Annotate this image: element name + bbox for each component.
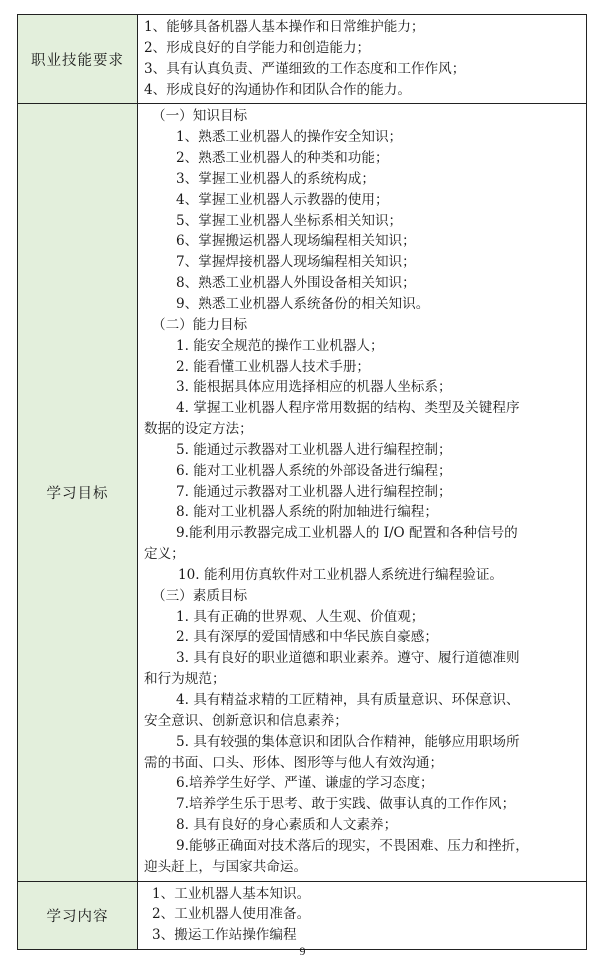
list-item: 6. 能对工业机器人系统的外部设备进行编程； xyxy=(176,462,452,479)
list-item: 5、掌握工业机器人坐标系相关知识； xyxy=(176,212,403,229)
list-item: 9.能够正确面对技术落后的现实，不畏困难、压力和挫折， xyxy=(176,837,529,854)
learning-content xyxy=(138,881,587,950)
table-row-content xyxy=(18,881,587,950)
skills-content xyxy=(138,15,587,104)
list-item: 7. 能通过示教器对工业机器人进行编程控制； xyxy=(176,483,452,500)
list-item: 1、熟悉工业机器人的操作安全知识； xyxy=(176,129,403,146)
curriculum-table xyxy=(17,14,587,950)
list-item: 2. 能看懂工业机器人技术手册； xyxy=(176,358,371,375)
list-item: 5. 具有较强的集体意识和团队合作精神，能够应用职场所 xyxy=(176,733,520,750)
list-item: 4. 掌握工业机器人程序常用数据的结构、类型及关键程序 xyxy=(176,400,520,417)
page-number: 9 xyxy=(299,944,306,958)
list-item: 6、掌握搬运机器人现场编程相关知识； xyxy=(176,233,416,250)
list-item: 4、形成良好的沟通协作和团队合作的能力。 xyxy=(144,81,411,98)
row-label-content: 学习内容 xyxy=(18,881,138,950)
list-item: 1. 能安全规范的操作工业机器人； xyxy=(176,337,384,354)
list-item: 4. 具有精益求精的工匠精神，具有质量意识、环保意识、 xyxy=(176,692,520,708)
list-item-continuation: 迎头赶上，与国家共命运。 xyxy=(144,858,308,875)
list-item: 6.培养学生好学、严谨、谦虚的学习态度； xyxy=(176,775,434,792)
list-item-continuation: 定义； xyxy=(144,546,185,563)
list-item: 7、掌握焊接机器人现场编程相关知识； xyxy=(176,254,416,271)
list-item: 8. 能对工业机器人系统的附加轴进行编程； xyxy=(176,504,438,521)
table-row-skills xyxy=(18,15,587,104)
list-item: 5. 能通过示教器对工业机器人进行编程控制； xyxy=(176,441,452,458)
list-item: 2、工业机器人使用准备。 xyxy=(152,906,311,923)
list-item: 1. 具有正确的世界观、人生观、价值观； xyxy=(176,608,425,625)
list-item: 1、能够具备机器人基本操作和日常维护能力； xyxy=(144,19,425,35)
row-label-skills: 职业技能要求 xyxy=(18,15,138,104)
list-item: 9、熟悉工业机器人系统备份的相关知识。 xyxy=(176,295,430,312)
list-item: 2、熟悉工业机器人的种类和功能； xyxy=(176,150,389,167)
list-item: 9.能利用示教器完成工业机器人的 I/O 配置和各种信号的 xyxy=(176,525,518,542)
goals-content xyxy=(138,104,587,881)
section-heading: （一）知识目标 xyxy=(152,108,248,125)
table-row-goals xyxy=(18,104,587,881)
list-item: 10. 能利用仿真软件对工业机器人系统进行编程验证。 xyxy=(178,566,504,583)
list-item: 3、掌握工业机器人的系统构成； xyxy=(176,170,375,187)
list-item-continuation: 安全意识、创新意识和信息素养； xyxy=(144,712,348,729)
list-item: 3. 能根据具体应用选择相应的机器人坐标系； xyxy=(176,379,452,396)
list-item: 8、熟悉工业机器人外围设备相关知识； xyxy=(176,275,416,292)
list-item-continuation: 需的书面、口头、形体、图形等与他人有效沟通； xyxy=(144,754,444,771)
list-item: 3. 具有良好的职业道德和职业素养。遵守、履行道德准则 xyxy=(176,650,520,667)
list-item: 2、形成良好的自学能力和创造能力； xyxy=(144,39,371,56)
list-item-continuation: 和行为规范； xyxy=(144,671,226,688)
row-label-goals: 学习目标 xyxy=(18,104,138,881)
list-item: 1、工业机器人基本知识。 xyxy=(152,885,311,902)
list-item: 2. 具有深厚的爱国情感和中华民族自豪感； xyxy=(176,629,438,646)
list-item: 8. 具有良好的身心素质和人文素养； xyxy=(176,817,398,834)
list-item: 3、搬运工作站操作编程 xyxy=(152,927,297,944)
section-heading: （三）素质目标 xyxy=(152,587,248,604)
list-item: 3、具有认真负责、严谨细致的工作态度和工作作风； xyxy=(144,60,466,77)
list-item: 7.培养学生乐于思考、敢于实践、做事认真的工作作风； xyxy=(176,796,516,813)
list-item: 4、掌握工业机器人示教器的使用； xyxy=(176,191,389,208)
list-item-continuation: 数据的设定方法； xyxy=(144,421,253,438)
section-heading: （二）能力目标 xyxy=(152,316,248,333)
